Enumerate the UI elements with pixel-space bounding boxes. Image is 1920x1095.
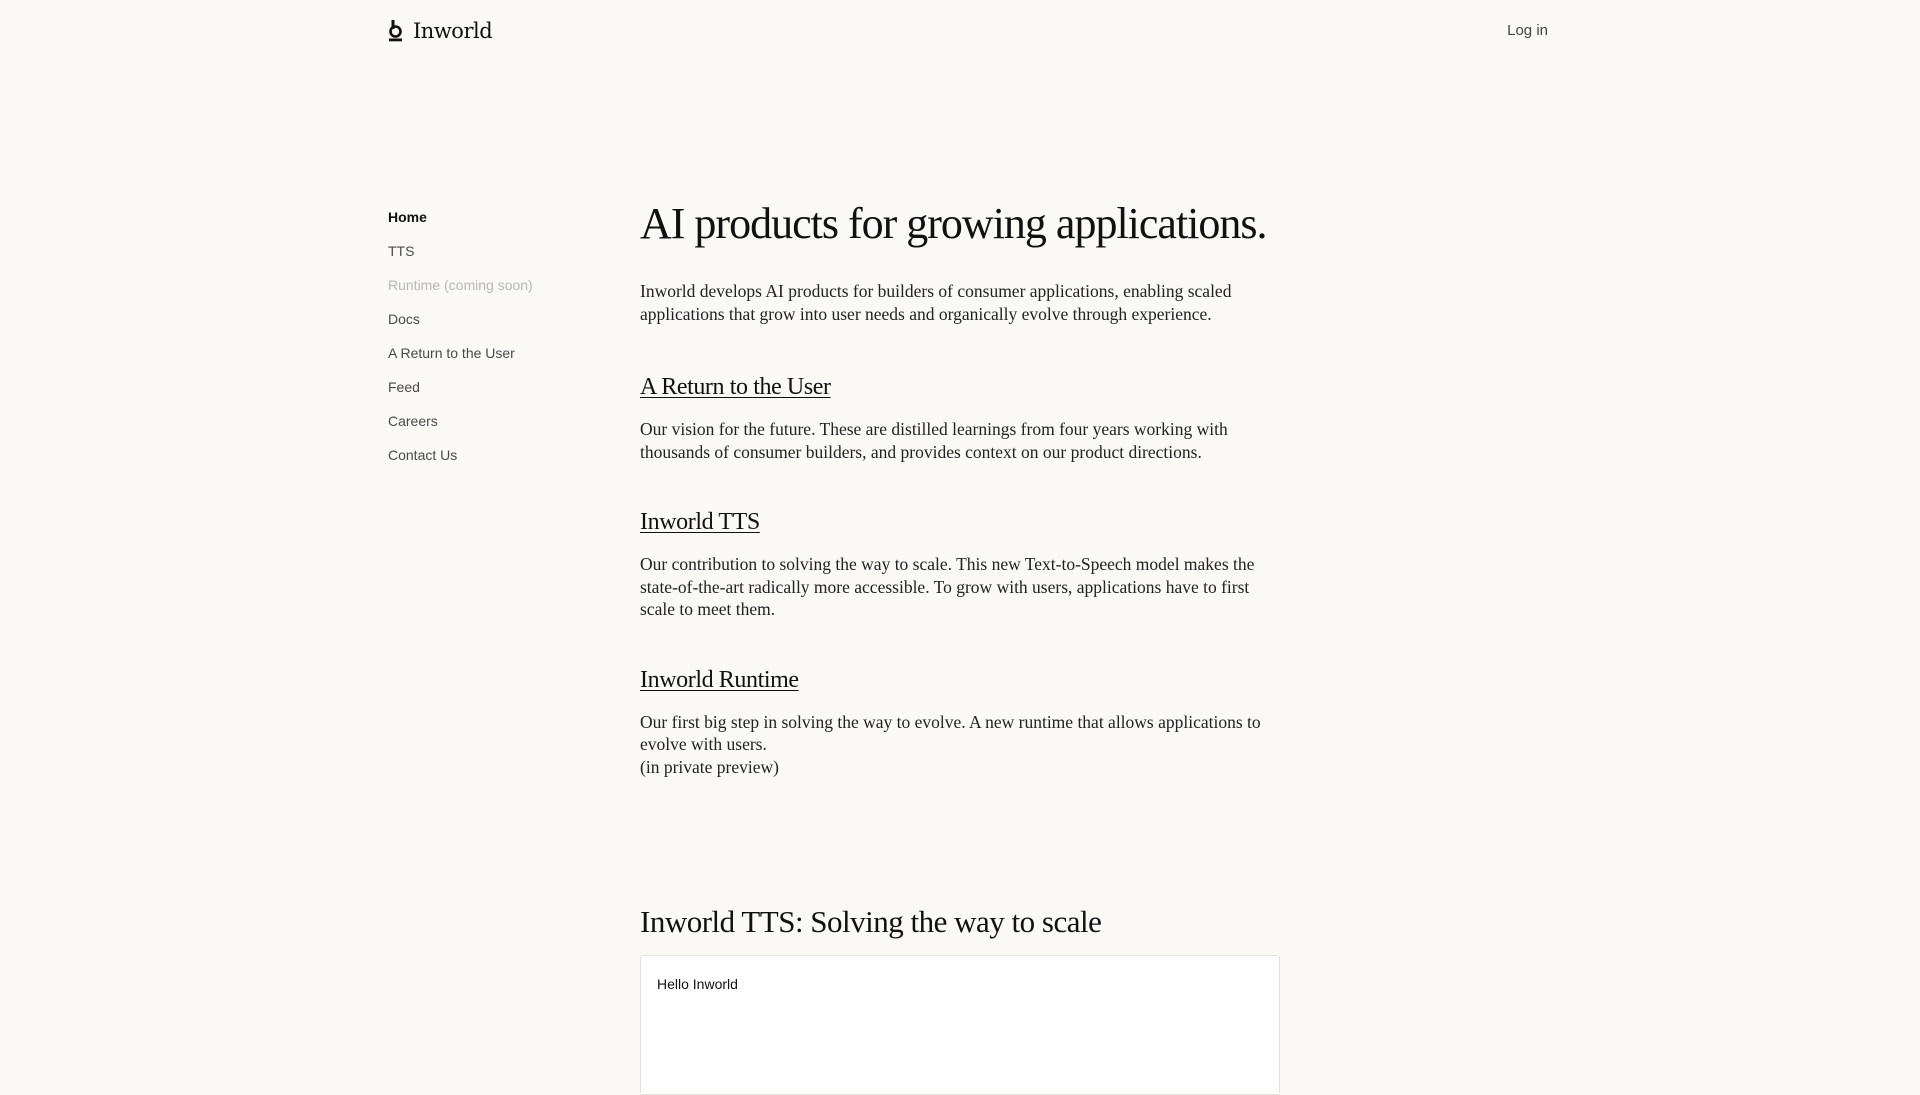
sidebar-item-feed[interactable]: Feed bbox=[388, 379, 420, 395]
site-header bbox=[0, 0, 1920, 64]
section-description: Our first big step in solving the way to evolve. A new runtime that allows applications to evolve with users. bbox=[640, 711, 1261, 754]
sidebar-item-return-to-user[interactable]: A Return to the User bbox=[388, 345, 515, 361]
sidebar-item-docs[interactable]: Docs bbox=[388, 311, 420, 327]
private-preview-note: (in private preview) bbox=[640, 756, 779, 777]
sidebar-item-careers[interactable]: Careers bbox=[388, 413, 438, 429]
page-title: AI products for growing applications. bbox=[640, 199, 1267, 248]
sidebar-item-contact[interactable]: Contact Us bbox=[388, 447, 458, 463]
sidebar-item-tts[interactable]: TTS bbox=[388, 243, 415, 259]
tts-demo-box bbox=[640, 955, 1280, 1095]
brand-name: Inworld bbox=[413, 19, 493, 43]
section-inworld-tts bbox=[640, 507, 1280, 621]
main-content bbox=[640, 198, 1280, 778]
section-link-inworld-runtime[interactable]: Inworld Runtime bbox=[640, 666, 799, 693]
brand-logo[interactable] bbox=[388, 18, 492, 44]
section-description: Our vision for the future. These are distilled learnings from four years working with thousands of consumer builders, and provides context on our product directions. bbox=[640, 419, 1228, 462]
sidebar-item-home[interactable]: Home bbox=[388, 209, 427, 225]
tts-text-input[interactable] bbox=[657, 976, 1263, 1074]
section-link-inworld-tts[interactable]: Inworld TTS bbox=[640, 509, 760, 535]
section-return-to-user bbox=[640, 372, 1280, 463]
section-link-return-to-user[interactable]: A Return to the User bbox=[640, 374, 831, 400]
sidebar-nav bbox=[388, 208, 588, 480]
intro-text: Inworld develops AI products for builders of consumer applications, enabling scaled applications that grow into user needs and organically evolve through experience. bbox=[640, 281, 1232, 324]
sidebar-item-runtime: Runtime (coming soon) bbox=[388, 277, 533, 293]
login-link[interactable]: Log in bbox=[1507, 22, 1548, 39]
section-description: Our contribution to solving the way to scale. This new Text-to-Speech model makes the state-of-the-art radically more accessible. To grow with users, applications have to first scale to meet them. bbox=[640, 554, 1255, 619]
inworld-logo-icon bbox=[388, 20, 403, 42]
tts-demo-heading: Inworld TTS: Solving the way to scale bbox=[640, 904, 1102, 939]
section-inworld-runtime bbox=[640, 665, 1280, 779]
